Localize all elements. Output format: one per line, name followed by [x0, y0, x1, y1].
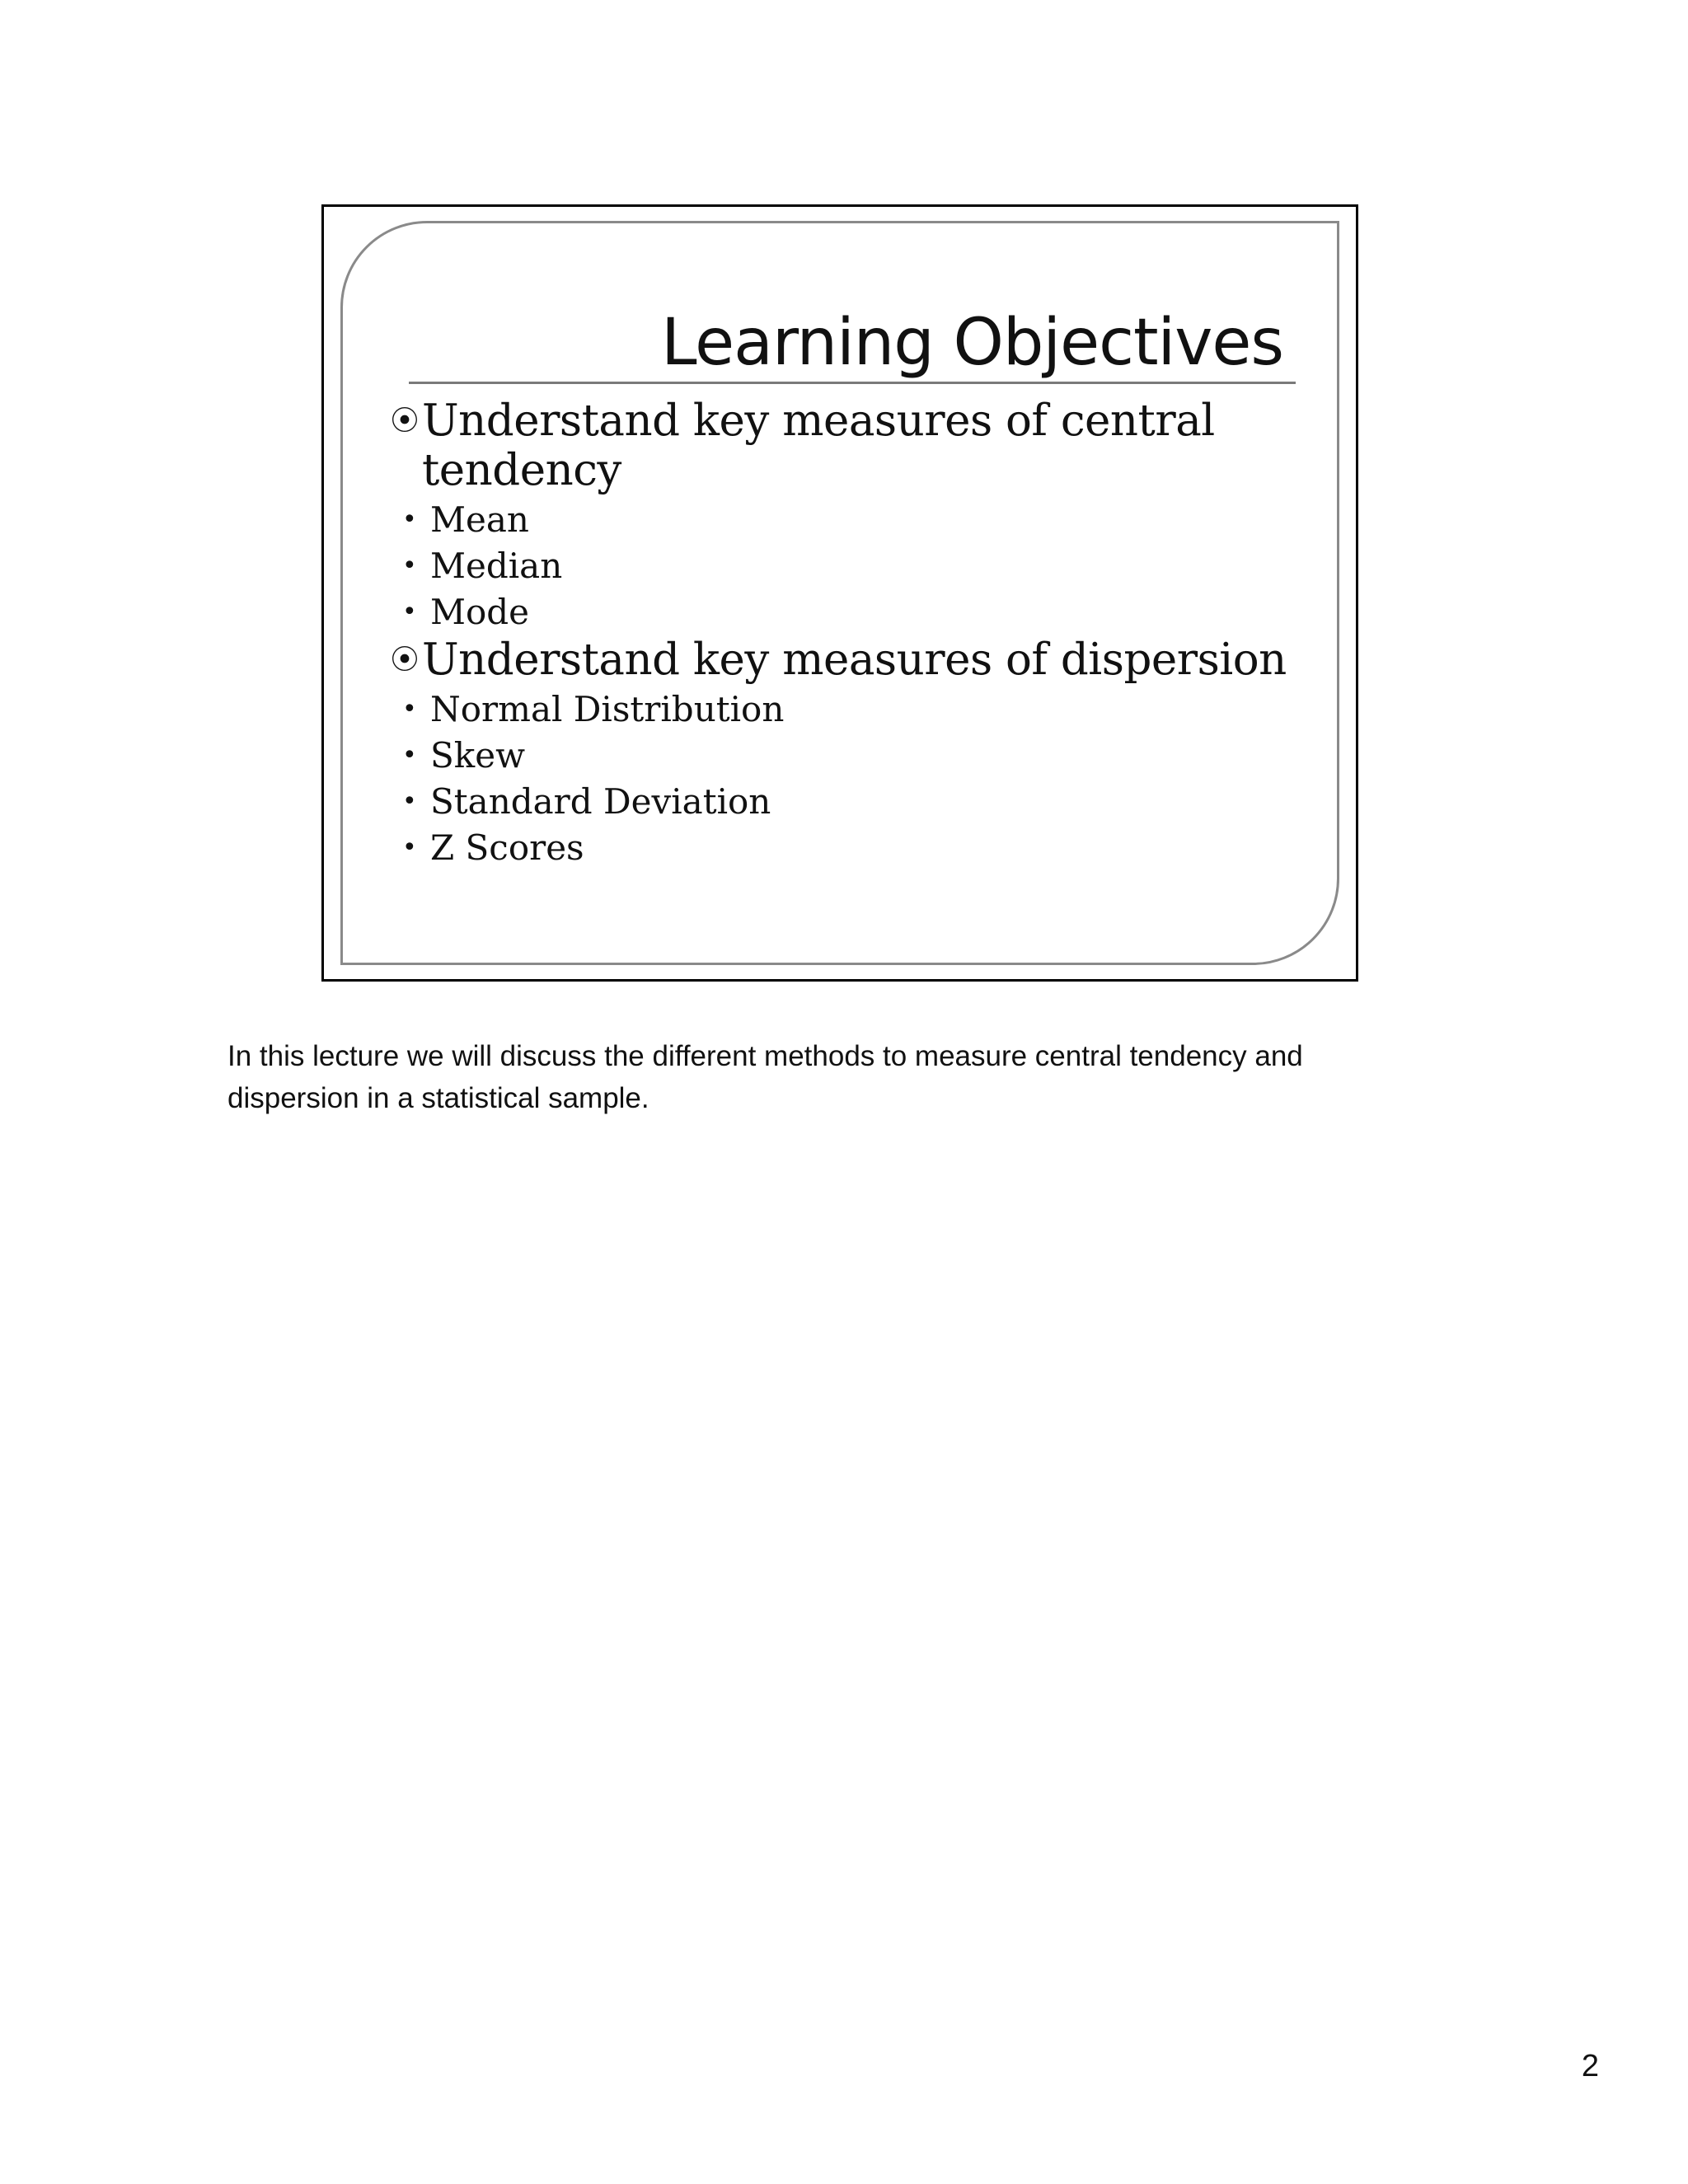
subitem	[391, 733, 1314, 779]
slide-inner-border	[340, 221, 1339, 965]
objective-subitems	[391, 497, 1314, 635]
dot-bullet-icon: •	[402, 505, 417, 534]
objective-item	[391, 635, 1314, 685]
title-divider	[409, 382, 1296, 384]
subitem	[391, 543, 1314, 589]
subitem	[391, 779, 1314, 825]
subitem-text: Mode	[430, 592, 530, 632]
subitem	[391, 497, 1314, 543]
objectives-list	[391, 396, 1314, 871]
subitem	[391, 589, 1314, 635]
subitem	[391, 687, 1314, 733]
dot-bullet-icon: •	[402, 551, 417, 580]
dot-bullet-icon: •	[402, 598, 417, 626]
objective-text: Understand key measures of dispersion	[422, 635, 1287, 685]
objective-item	[391, 396, 1314, 495]
subitem-text: Z Scores	[430, 827, 584, 868]
page-number: 2	[1581, 2049, 1599, 2083]
subitem-text: Mean	[430, 499, 529, 540]
dot-bullet-icon: •	[402, 741, 417, 770]
subitem-text: Normal Distribution	[430, 689, 785, 729]
dot-bullet-icon: •	[402, 833, 417, 862]
subitem	[391, 825, 1314, 871]
objective-text: Understand key measures of central tendency	[422, 396, 1215, 495]
subitem-text: Skew	[430, 735, 526, 776]
dot-bullet-icon: •	[402, 695, 417, 724]
slide-title: Learning Objectives	[661, 306, 1283, 380]
circle-bullet-icon: ⦿	[391, 405, 419, 438]
subitem-text: Standard Deviation	[430, 781, 771, 822]
subitem-text: Median	[430, 546, 563, 586]
objective-subitems	[391, 687, 1314, 871]
circle-bullet-icon: ⦿	[391, 644, 419, 677]
speaker-notes: In this lecture we will discuss the different methods to measure central tendency and dispersion in a statistical sample.	[227, 1040, 1303, 1114]
slide-thumbnail	[321, 204, 1358, 982]
dot-bullet-icon: •	[402, 787, 417, 816]
